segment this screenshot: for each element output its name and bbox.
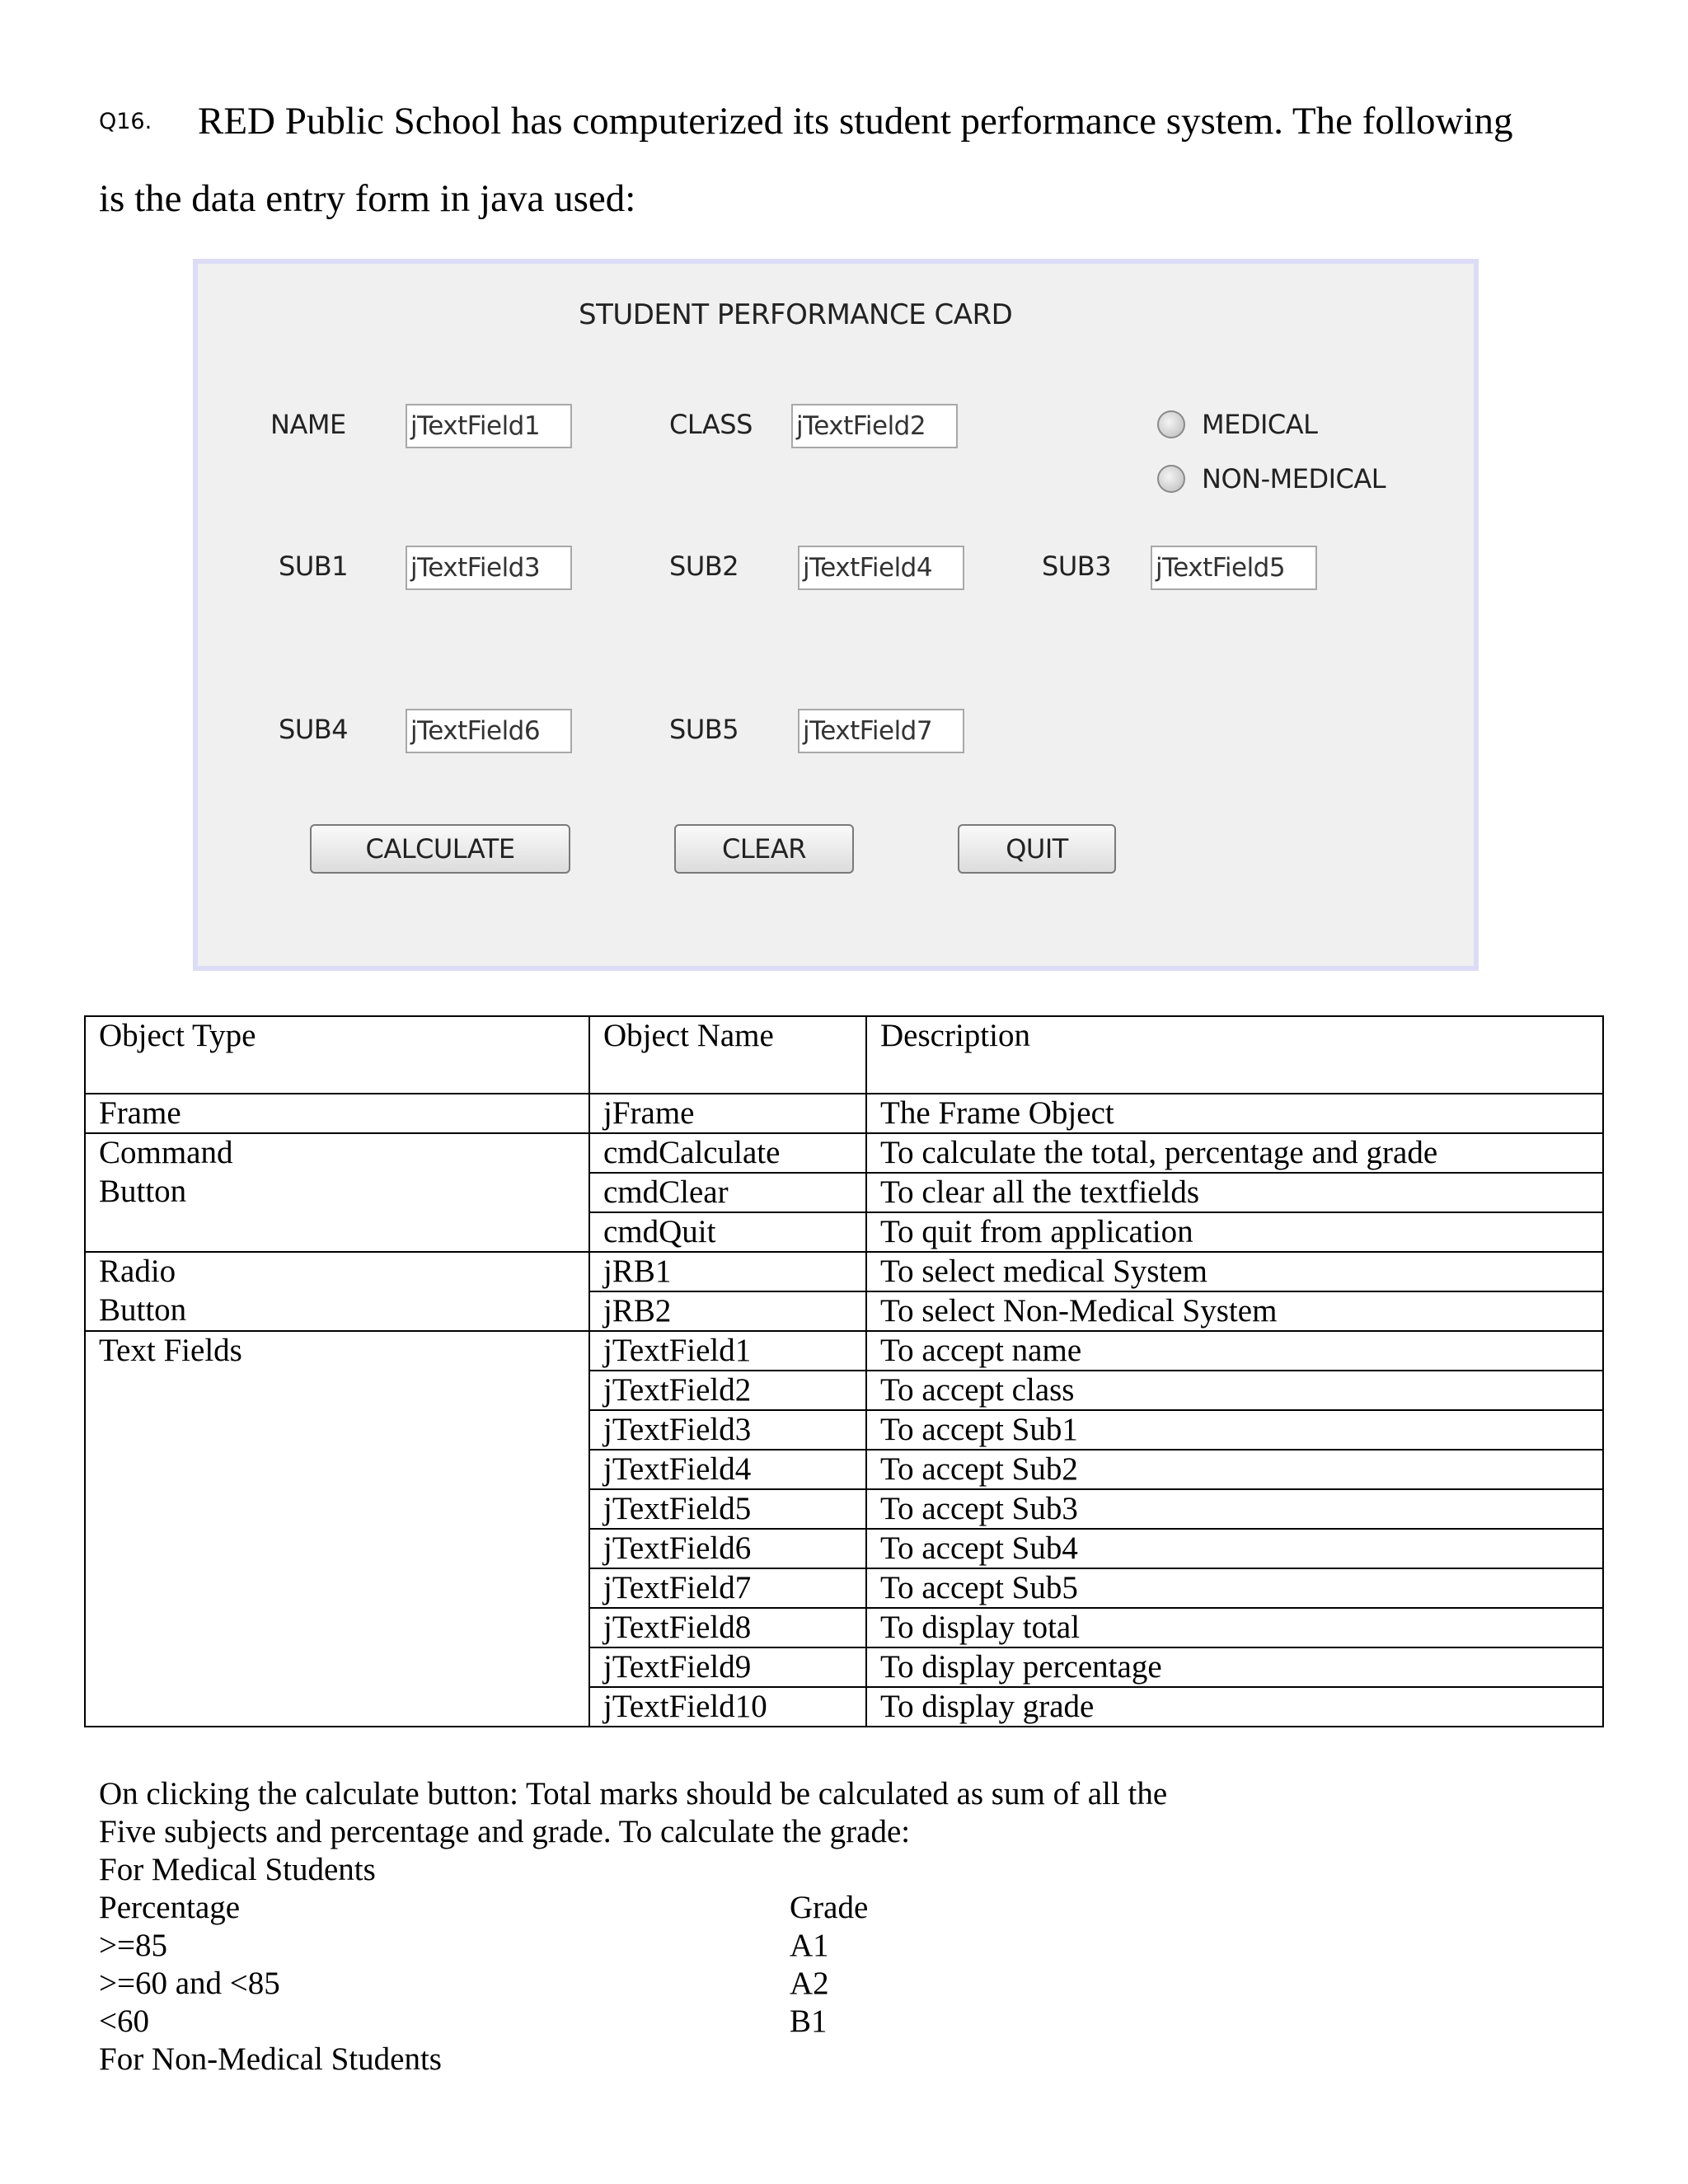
question-text-line1: RED Public School has computerized its student performance system. The following [198,100,1513,143]
name-field[interactable]: jTextField1 [406,404,572,448]
object-type-cell [85,1489,589,1529]
footer-line2: Five subjects and percentage and grade. To calculate the grade: [99,1814,911,1849]
description-cell: To accept Sub1 [866,1410,1603,1450]
description-cell: To quit from application [866,1212,1603,1252]
question-text-line2: is the data entry form in java used: [99,177,636,220]
object-name-cell: jFrame [589,1094,866,1133]
class-label: CLASS [669,409,753,440]
object-type-cell [85,1568,589,1608]
sub4-label: SUB4 [279,714,349,745]
grade-range-2: >=60 and <85 [99,1966,280,2001]
medical-heading: For Medical Students [99,1852,376,1887]
table-row [85,1331,1603,1371]
non-medical-heading: For Non-Medical Students [99,2041,442,2077]
medical-radio[interactable] [1157,410,1185,438]
sub5-label: SUB5 [669,714,739,745]
footer-line1: On clicking the calculate button: Total marks should be calculated as sum of all the [99,1776,1168,1811]
table-row [85,1371,1603,1410]
sub4-field[interactable]: jTextField6 [406,709,572,753]
object-type-cell: Radio [85,1252,589,1291]
grade-value-1: A1 [790,1928,829,1963]
object-type-cell: Frame [85,1094,589,1133]
description-cell: To accept name [866,1331,1603,1371]
table-row [85,1133,1603,1173]
object-name-cell: jRB2 [589,1291,866,1331]
table-row [85,1608,1603,1647]
description-cell: To display percentage [866,1647,1603,1687]
table-row [85,1173,1603,1212]
object-type-cell: Button [85,1173,589,1212]
grade-heading: Grade [790,1890,869,1925]
description-cell: The Frame Object [866,1094,1603,1133]
object-name-cell: jTextField7 [589,1568,866,1608]
grade-value-3: B1 [790,2004,828,2039]
object-name-cell: cmdClear [589,1173,866,1212]
sub1-label: SUB1 [279,551,349,582]
table-row [85,1252,1603,1291]
object-table [84,1015,1604,1727]
object-type-cell [85,1410,589,1450]
description-cell: To display total [866,1608,1603,1647]
name-label: NAME [270,409,346,440]
medical-radio-label[interactable]: MEDICAL [1202,409,1318,440]
clear-button[interactable]: CLEAR [674,824,854,874]
description-cell: To select Non-Medical System [866,1291,1603,1331]
object-type-cell [85,1450,589,1489]
table-row [85,1212,1603,1252]
percentage-heading: Percentage [99,1890,241,1925]
table-row [85,1410,1603,1450]
description-cell: To accept Sub2 [866,1450,1603,1489]
object-type-cell [85,1529,589,1568]
question-number: Q16. [99,109,152,134]
object-name-cell: jTextField4 [589,1450,866,1489]
student-performance-form [193,259,1479,971]
description-cell: To accept class [866,1371,1603,1410]
description-cell: To calculate the total, percentage and grade [866,1133,1603,1173]
object-name-cell: jTextField1 [589,1331,866,1371]
table-row [85,1687,1603,1727]
description-cell: To display grade [866,1687,1603,1727]
object-type-cell [85,1608,589,1647]
grade-value-2: A2 [790,1966,829,2001]
object-type-cell [85,1212,589,1252]
table-row [85,1529,1603,1568]
object-type-cell: Command [85,1133,589,1173]
description-cell: To accept Sub3 [866,1489,1603,1529]
grade-range-1: >=85 [99,1928,167,1963]
table-header-row [85,1016,1603,1094]
header-object-type: Object Type [85,1016,589,1094]
sub5-field[interactable]: jTextField7 [798,709,964,753]
object-name-cell: jTextField10 [589,1687,866,1727]
form-title: STUDENT PERFORMANCE CARD [579,298,1013,331]
object-name-cell: cmdQuit [589,1212,866,1252]
object-name-cell: jTextField2 [589,1371,866,1410]
sub2-label: SUB2 [669,551,739,582]
sub3-label: SUB3 [1042,551,1112,582]
object-type-cell [85,1647,589,1687]
table-row [85,1450,1603,1489]
object-name-cell: jTextField3 [589,1410,866,1450]
description-cell: To clear all the textfields [866,1173,1603,1212]
table-row [85,1489,1603,1529]
object-name-cell: jTextField6 [589,1529,866,1568]
object-name-cell: jTextField5 [589,1489,866,1529]
sub2-field[interactable]: jTextField4 [798,546,964,590]
grade-range-3: <60 [99,2004,149,2039]
object-name-cell: jRB1 [589,1252,866,1291]
object-type-cell [85,1371,589,1410]
calculate-button[interactable]: CALCULATE [310,824,570,874]
object-name-cell: cmdCalculate [589,1133,866,1173]
non-medical-radio[interactable] [1157,465,1185,493]
description-cell: To accept Sub4 [866,1529,1603,1568]
table-row [85,1647,1603,1687]
table-row [85,1568,1603,1608]
table-row [85,1094,1603,1133]
class-field[interactable]: jTextField2 [791,404,958,448]
object-name-cell: jTextField8 [589,1608,866,1647]
sub3-field[interactable]: jTextField5 [1151,546,1317,590]
header-description: Description [866,1016,1603,1094]
description-cell: To accept Sub5 [866,1568,1603,1608]
object-type-cell: Button [85,1291,589,1331]
object-type-cell [85,1687,589,1727]
object-type-cell: Text Fields [85,1331,589,1371]
sub1-field[interactable]: jTextField3 [406,546,572,590]
description-cell: To select medical System [866,1252,1603,1291]
object-name-cell: jTextField9 [589,1647,866,1687]
header-object-name: Object Name [589,1016,866,1094]
quit-button[interactable]: QUIT [958,824,1116,874]
table-row [85,1291,1603,1331]
non-medical-radio-label[interactable]: NON-MEDICAL [1202,463,1386,494]
